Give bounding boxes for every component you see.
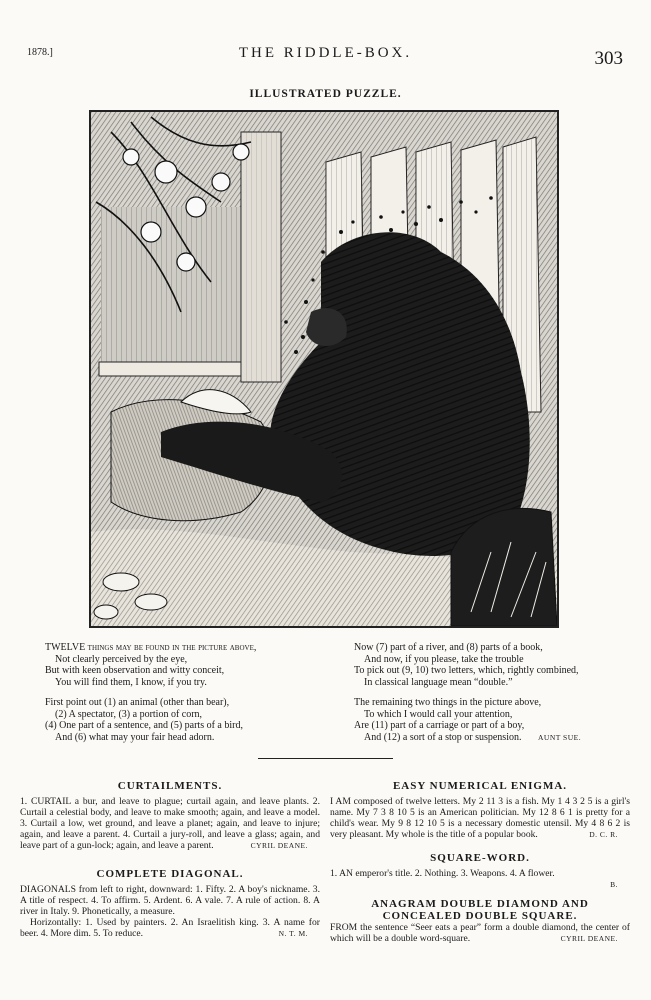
- verse-right: [354, 642, 581, 743]
- enigma-body: I AM composed of twelve letters. My 2 11 3 is a fish. My 1 4 3 2 5 is a girl's name. My 7 3 8 10 5 is an American politician. My 12 8 6 1 is pretty for a child's wear. My 9 8 12 10 5 is a necessary domestic utensil. My 4 8 6 2 is very pleasant. My whole is the title of a popular book. D. C. R.: [330, 796, 630, 840]
- engraving-illustration: [91, 112, 557, 626]
- header-date: 1878.]: [27, 47, 53, 58]
- verse-line: Are (11) part of a carriage or part of a boy,: [354, 720, 525, 731]
- square-word-body: 1. AN emperor's title. 2. Nothing. 3. Weapons. 4. A flower. B.: [330, 868, 618, 889]
- signature: CYRIL DEANE.: [250, 841, 308, 850]
- complete-diagonal-body: DIAGONALS from left to right, downward: 1. Fifty. 2. A boy's nickname. 3. A title of respect. 4. To affirm. 5. Ardent. 6. A vale. 7. A rule of action. 8. A river in Italy. 9. Phonetically, a measure. Horizontally: 1. Used by painters. 2. An Israelitish king. 3. A name for beer. 4. More dim. 5. To reduce. N. T. M.: [20, 884, 320, 939]
- verse-left: [45, 642, 256, 743]
- verse-line: In classical language mean “double.”: [364, 676, 513, 688]
- verse-line: But with keen observation and witty conceit,: [45, 665, 225, 676]
- signature: B.: [610, 880, 618, 889]
- page-number: 303: [594, 48, 623, 69]
- signature: CYRIL DEANE.: [560, 934, 618, 943]
- verse-line: The remaining two things in the picture above,: [354, 697, 542, 708]
- anagram-body: FROM the sentence “Seer eats a pear” form a double diamond, the center of which will be a double word-square. CYRIL DEANE.: [330, 922, 630, 944]
- verse-line: And (12) a sort of a stop or suspension. AUNT SUE.: [364, 731, 582, 743]
- verse-line: (2) A spectator, (3) a portion of corn,: [55, 708, 203, 720]
- easy-numerical-enigma-title: EASY NUMERICAL ENIGMA.: [392, 780, 568, 792]
- anagram-title: ANAGRAM DOUBLE DIAMOND AND CONCEALED DOUBLE SQUARE.: [371, 898, 589, 922]
- verse-line: (4) One part of a sentence, and (5) parts of a bird,: [45, 720, 243, 731]
- verse-line: Now (7) part of a river, and (8) parts of a book,: [354, 642, 543, 653]
- verse-line: To pick out (9, 10) two letters, which, rightly combined,: [354, 665, 579, 676]
- signature: N. T. M.: [278, 929, 308, 938]
- signature-aunt-sue: AUNT SUE.: [537, 732, 582, 742]
- verse-line: You will find them, I know, if you try.: [55, 676, 207, 688]
- verse-line: And (6) what may your fair head adorn.: [55, 731, 215, 743]
- verse-line: Not clearly perceived by the eye,: [55, 653, 188, 665]
- square-word-title: SQUARE-WORD.: [430, 852, 530, 864]
- verse-line: TWELVE things may be found in the picture above,: [45, 642, 257, 653]
- illustrated-puzzle-title: ILLUSTRATED PUZZLE.: [249, 88, 402, 100]
- verse-line: And now, if you please, take the trouble: [364, 653, 524, 665]
- verse-line: To which I would call your attention,: [364, 708, 513, 720]
- signature: D. C. R.: [589, 830, 618, 839]
- curtailments-title: CURTAILMENTS.: [117, 780, 223, 792]
- divider-rule: [258, 758, 393, 759]
- verse-line: First point out (1) an animal (other than bear),: [45, 697, 230, 708]
- complete-diagonal-title: COMPLETE DIAGONAL.: [96, 868, 244, 880]
- running-title: THE RIDDLE-BOX.: [238, 45, 413, 61]
- curtailments-body: 1. CURTAIL a bur, and leave to plague; curtail again, and leave plants. 2. Curtail a celestial body, and leave to make smooth; again, and leave a model. 3. Curtail a low, wet ground, and leave a planet; again, and leave to injure; again, and leave a parent. 4. Curtail a jury-roll, and leave a glass; again, and leave part of a gun-lock; again, and leave a parent. CYRIL DEANE.: [20, 796, 320, 851]
- puzzle-engraving: [89, 110, 559, 628]
